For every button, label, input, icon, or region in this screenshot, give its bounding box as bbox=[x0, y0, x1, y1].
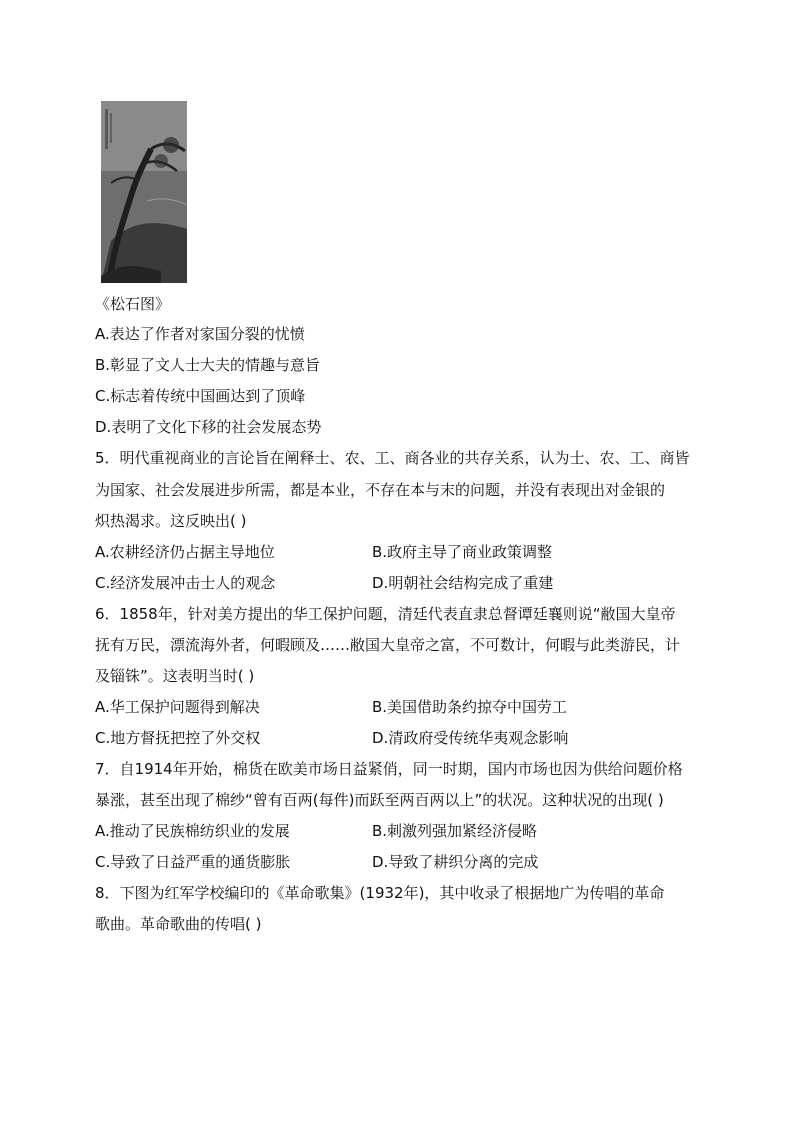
q5-stem-line: 5．明代重视商业的言论旨在阐释士、农、工、商各业的共存关系，认为士、农、工、商皆 bbox=[95, 449, 690, 467]
q4-option-d: D.表明了文化下移的社会发展态势 bbox=[95, 418, 322, 436]
q8-stem-line: 歌曲。革命歌曲的传唱( ) bbox=[95, 915, 262, 933]
q4-option-c: C.标志着传统中国画达到了顶峰 bbox=[95, 387, 306, 405]
q5-stem-line: 炽热渴求。这反映出( ) bbox=[95, 512, 247, 530]
q8-stem-line: 8．下图为红军学校编印的《革命歌集》(1932年)，其中收录了根据地广为传唱的革命 bbox=[95, 884, 665, 902]
q7-option-c: C.导致了日益严重的通货膨胀 bbox=[95, 853, 291, 871]
q5-option-d: D.明朝社会结构完成了重建 bbox=[372, 574, 554, 592]
q6-option-a: A.华工保护问题得到解决 bbox=[95, 698, 260, 716]
q6-option-b: B.美国借助条约掠夺中国劳工 bbox=[372, 698, 568, 716]
q4-option-b: B.彰显了文人士大夫的情趣与意旨 bbox=[95, 356, 321, 374]
q7-option-d: D.导致了耕织分离的完成 bbox=[372, 853, 539, 871]
q6-stem-line: 抚有万民，漂流海外者，何暇顾及……敝国大皇帝之富，不可数计，何暇与此类游民，计 bbox=[95, 636, 681, 654]
q7-option-b: B.刺激列强加紧经济侵略 bbox=[372, 822, 538, 840]
painting-illustration bbox=[101, 101, 187, 283]
q6-option-c: C.地方督抚把控了外交权 bbox=[95, 729, 261, 747]
q7-option-a: A.推动了民族棉纺织业的发展 bbox=[95, 822, 290, 840]
q7-stem-line: 7．自1914年开始，棉货在欧美市场日益紧俏，同一时期，国内市场也因为供给问题价格 bbox=[95, 760, 683, 778]
painting-caption: 《松石图》 bbox=[95, 295, 171, 313]
pine-rock-painting-image bbox=[101, 101, 187, 283]
q4-option-a: A.表达了作者对家国分裂的忧愤 bbox=[95, 325, 305, 343]
q5-option-c: C.经济发展冲击士人的观念 bbox=[95, 574, 276, 592]
q5-stem-line: 为国家、社会发展进步所需，都是本业，不存在本与末的问题，并没有表现出对金银的 bbox=[95, 481, 666, 499]
q6-stem-line: 6．1858年，针对美方提出的华工保护问题，清廷代表直隶总督谭廷襄则说“敝国大皇帝 bbox=[95, 605, 676, 623]
q5-option-a: A.农耕经济仍占据主导地位 bbox=[95, 543, 275, 561]
q5-option-b: B.政府主导了商业政策调整 bbox=[372, 543, 553, 561]
q7-stem-line: 暴涨，甚至出现了棉纱“曾有百两(每件)而跃至两百两以上”的状况。这种状况的出现( ) bbox=[95, 791, 664, 809]
q6-stem-line: 及锱铢”。这表明当时( ) bbox=[95, 667, 255, 685]
q6-option-d: D.清政府受传统华夷观念影响 bbox=[372, 729, 569, 747]
